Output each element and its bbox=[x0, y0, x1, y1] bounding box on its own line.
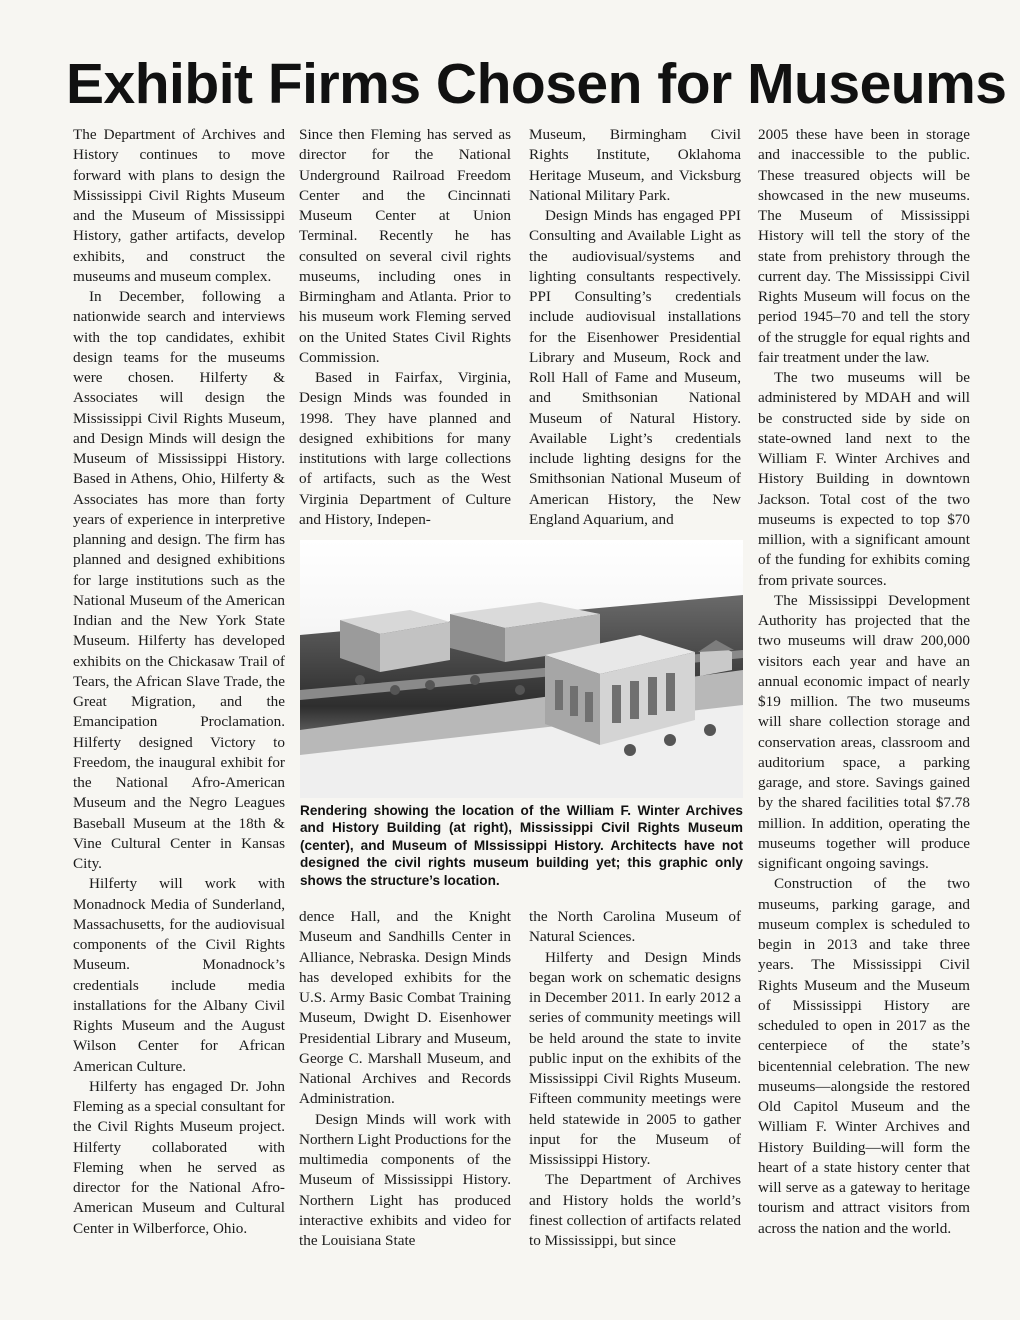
paragraph: Since then Fleming has served as director for the National Underground Railroad Freedom Center and the Cincinnati Museum Center at Union Terminal. Recently he has consulted on several civil rights museums, including ones in Birmingham and Atlanta. Prior to his museum work Fleming served on the United States Civil Rights Commission. bbox=[299, 126, 511, 366]
paragraph: The Department of Archives and History continues to move forward with plans to design the Mississippi Civil Rights Museum and the Museum of Mississippi History, gather artifacts, develop exhibits, and construct the museums and museum complex. bbox=[73, 126, 285, 285]
paragraph: Hilferty has engaged Dr. John Fleming as a special consultant for the Civil Rights Museum project. Hilferty collaborated with Fleming when he served as director for the National Afro-American Museum and Cultural Center in Wilberforce, Ohio. bbox=[73, 1077, 285, 1237]
paragraph: In December, following a nationwide search and interviews with the top candidates, exhibit design teams for the museums were chosen. Hilferty & Associates will design the Mississippi Civil Rights Museum, and Design Minds will design the Museum of Mississippi History. Based in Athens, Ohio, Hilferty & Associates has more than forty years of experience in interpretive planning and design. The firm has planned and designed exhibitions for large institutions such as the National Museum of the American Indian and the New York State Museum. Hilferty has developed exhibits on the Chickasaw Trail of Tears, the African Slave Trade, the Great Migration, and the Emancipation Proclamation. Hilferty designed Victory to Freedom, the inaugural exhibit for the National Afro-American Museum and the Negro Leagues Baseball Museum at the 18th & Vine Cultural Center in Kansas City. bbox=[73, 288, 285, 872]
photo-caption: Rendering showing the location of the William F. Winter Archives and History Building (at right), Mississippi Civil Rights Museum (center), and Museum of MIssissippi History. Architects have not designed the civil rights museum building yet; this graphic only shows the structure’s location. bbox=[300, 803, 743, 888]
paragraph: Museum, Birmingham Civil Rights Institute, Oklahoma Heritage Museum, and Vicksburg National Military Park. bbox=[529, 126, 741, 204]
paragraph: Hilferty will work with Monadnock Media of Sunderland, Massachusetts, for the audiovisual components of the Civil Rights Museum. Monadnock’s credentials include media installations for the Albany Civil Rights Museum and the August Wilson Center for African American Culture. bbox=[73, 875, 285, 1075]
article-column-3-top bbox=[529, 125, 741, 535]
paragraph: dence Hall, and the Knight Museum and Sandhills Center in Alliance, Nebraska. Design Minds has developed exhibits for the U.S. Army Basic Combat Training Museum, Dwight D. Eisenhower Presidential Library and Museum, George C. Marshall Museum, and National Archives and Records Administration. bbox=[299, 908, 511, 1108]
paragraph: Design Minds has engaged PPI Consulting and Available Light as the audiovisual/systems and lighting consultants respectively. PPI Consulting’s credentials include audiovisual installations for the Eisenhower Presidential Library and Museum, Rock and Roll Hall of Fame and Museum, and Smithsonian National Museum of Natural History. Available Light’s credentials include lighting designs for the Smithsonian National Museum of American History, the New England Aquarium, and bbox=[529, 207, 741, 528]
paragraph: Based in Fairfax, Virginia, Design Minds was founded in 1998. They have planned and designed exhibitions for many institutions with large collections of artifacts, such as the West Virginia Department of Culture and History, Indepen- bbox=[299, 369, 511, 528]
museum-rendering-image bbox=[300, 540, 743, 798]
article-column-2-bottom bbox=[299, 907, 511, 1282]
paragraph: Design Minds will work with Northern Light Productions for the multimedia components of the Museum of Mississippi History. Northern Light has produced interactive exhibits and video for the Louisiana State bbox=[299, 1110, 511, 1249]
article-column-2-top bbox=[299, 125, 511, 535]
paragraph: 2005 these have been in storage and inaccessible to the public. These treasured objects will be showcased in the new museums. The Museum of Mississippi History will tell the story of the state from prehistory through the current day. The Mississippi Civil Rights Museum will focus on the period 1945–70 and tell the story of the struggle for equal rights and fair treatment under the law. bbox=[758, 126, 970, 366]
paragraph: Construction of the two museums, parking garage, and museum complex is scheduled to begin in 2013 and take three years. The Mississippi Civil Rights Museum and the Museum of Mississippi History are scheduled to open in 2017 as the centerpiece of the state’s bicentennial celebration. The new museums—alongside the restored Old Capitol Museum and the William F. Winter Archives and History Building—will form the heart of a state history center that will serve as a gateway to heritage tourism and attract visitors from across the nation and the world. bbox=[758, 875, 970, 1237]
article-column-3-bottom bbox=[529, 907, 741, 1282]
headline: Exhibit Firms Chosen for Museums bbox=[66, 52, 1007, 116]
article-column-4 bbox=[758, 125, 970, 1275]
paragraph: The Mississippi Development Authority has projected that the two museums will draw 200,000 visitors each year and have an annual economic impact of nearly $19 million. The two museums will share collection storage and conservation areas, classroom and auditorium space, a parking garage, and store. Savings gained by the shared facilities total $7.78 million. In addition, operating the museums together will produce significant ongoing savings. bbox=[758, 591, 970, 872]
paragraph: The Department of Archives and History holds the world’s finest collection of artifacts related to Mississippi, but since bbox=[529, 1171, 741, 1249]
paragraph: The two museums will be administered by MDAH and will be constructed side by side on state-owned land next to the William F. Winter Archives and History Building in downtown Jackson. Total cost of the two museums is expected to top $70 million, with a significant amount of the funding for exhibits coming from private sources. bbox=[758, 369, 970, 589]
paragraph: Hilferty and Design Minds began work on schematic designs in December 2011. In early 2012 a series of community meetings will be held around the state to invite public input on the exhibits of the Mississippi Civil Rights Museum. Fifteen community meetings were held statewide in 2005 to gather input for the Museum of Mississippi History. bbox=[529, 948, 741, 1168]
article-column-1 bbox=[73, 125, 285, 1275]
paragraph: the North Carolina Museum of Natural Sciences. bbox=[529, 908, 741, 946]
